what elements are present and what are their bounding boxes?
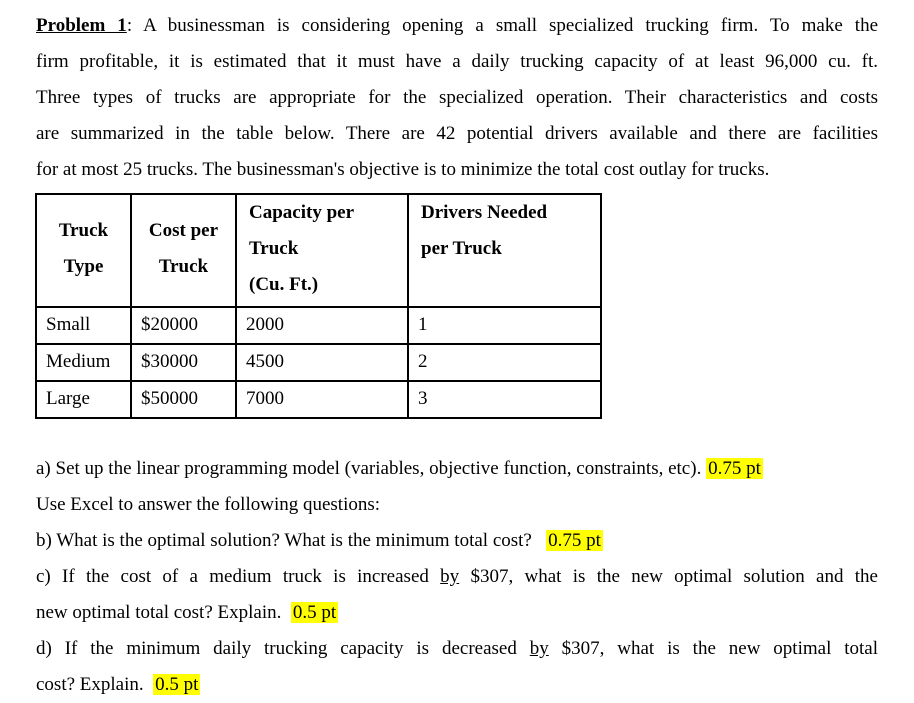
question-a: a) Set up the linear programming model (variables, objective function, constraints, etc). 0.75 pt xyxy=(36,458,761,479)
points-badge-b: 0.75 pt xyxy=(548,530,601,551)
question-c-line-2: new optimal total cost? Explain. 0.5 pt xyxy=(36,602,337,623)
cell-capacity: 7000 xyxy=(236,381,408,418)
table-header-row xyxy=(36,194,601,307)
problem-statement xyxy=(36,8,878,188)
cell-drivers: 3 xyxy=(408,381,601,418)
cell-cost: $50000 xyxy=(131,381,236,418)
cell-drivers: 2 xyxy=(408,344,601,381)
points-badge-c: 0.5 pt xyxy=(292,602,337,623)
cell-type: Small xyxy=(36,307,131,344)
header-cost-per-truck: Cost per Truck xyxy=(131,194,236,307)
cell-type: Medium xyxy=(36,344,131,381)
question-c-line-1: c) If the cost of a medium truck is increased by $307, what is the new optimal solution and the xyxy=(36,566,878,587)
question-d-line-2: cost? Explain. 0.5 pt xyxy=(36,674,199,695)
cell-cost: $20000 xyxy=(131,307,236,344)
problem-line-2: firm profitable, it is estimated that it must have a daily trucking capacity of at least 96,000 cu. ft. xyxy=(36,51,878,72)
header-capacity: Capacity per Truck (Cu. Ft.) xyxy=(236,194,408,307)
truck-table xyxy=(35,193,602,419)
table-row xyxy=(36,307,601,344)
points-badge-d: 0.5 pt xyxy=(155,674,199,695)
points-badge-a: 0.75 pt xyxy=(708,458,761,479)
problem-line-5: for at most 25 trucks. The businessman's objective is to minimize the total cost outlay for trucks. xyxy=(36,159,770,180)
header-truck-type: Truck Type xyxy=(36,194,131,307)
problem-line-1: Problem 1: A businessman is considering opening a small specialized trucking firm. To make the xyxy=(36,15,879,36)
question-b: b) What is the optimal solution? What is the minimum total cost? 0.75 pt xyxy=(36,530,601,551)
excel-note: Use Excel to answer the following questions: xyxy=(36,494,381,515)
question-d-line-1: d) If the minimum daily trucking capacity is decreased by $307, what is the new optimal total xyxy=(36,638,879,659)
problem-line-3: Three types of trucks are appropriate for the specialized operation. Their characteristics and costs xyxy=(36,87,878,108)
cell-capacity: 2000 xyxy=(236,307,408,344)
questions-block xyxy=(36,451,878,703)
table-row xyxy=(36,344,601,381)
header-drivers-needed: Drivers Needed per Truck xyxy=(408,194,601,307)
problem-label: Problem 1 xyxy=(36,15,127,36)
table-row xyxy=(36,381,601,418)
cell-drivers: 1 xyxy=(408,307,601,344)
cell-capacity: 4500 xyxy=(236,344,408,381)
cell-cost: $30000 xyxy=(131,344,236,381)
cell-type: Large xyxy=(36,381,131,418)
problem-line-4: are summarized in the table below. There are 42 potential drivers available and there are facilities xyxy=(36,123,878,144)
